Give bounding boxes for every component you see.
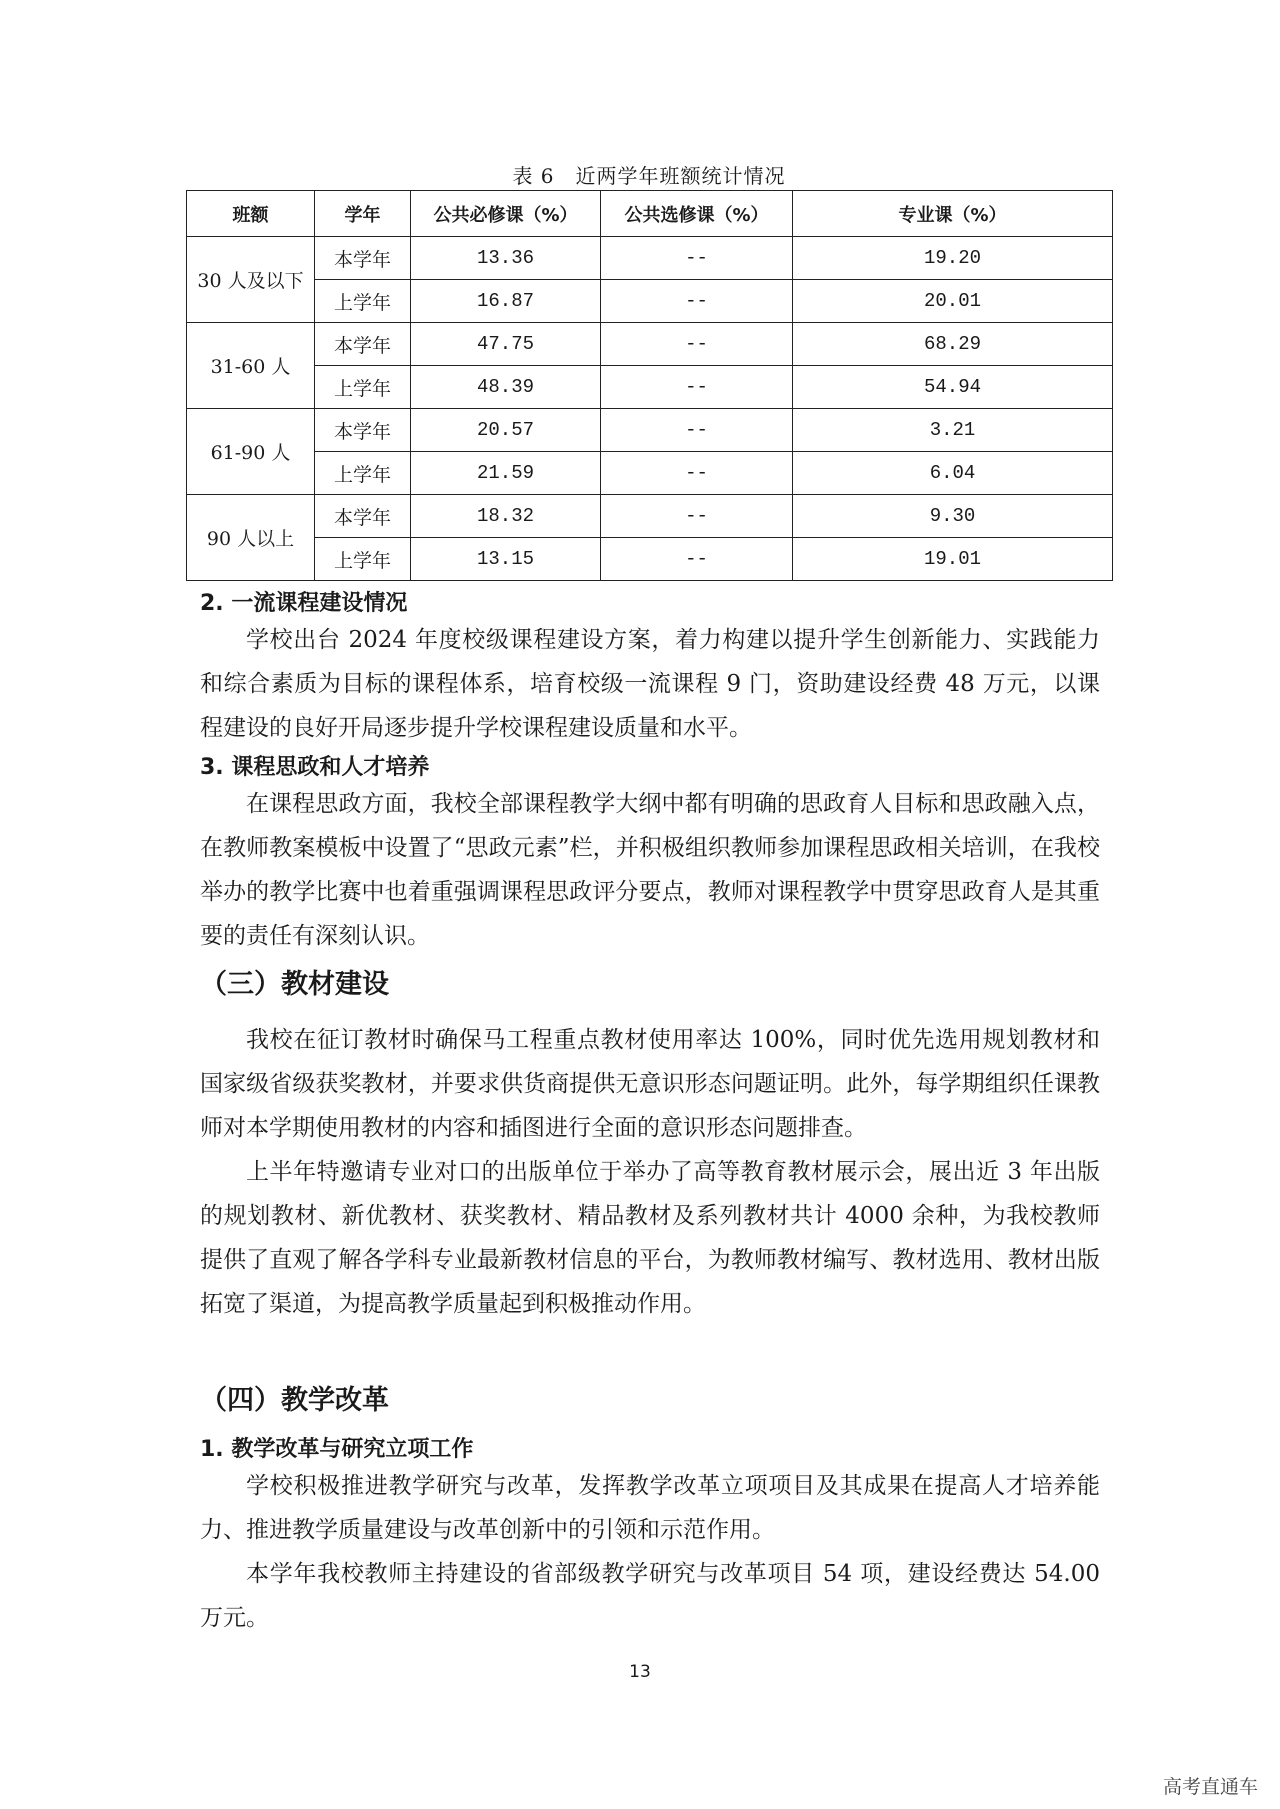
class-size-cell: 61-90 人	[187, 409, 315, 495]
watermark: 高考直通车	[1162, 1776, 1258, 1798]
elective-cell: --	[601, 280, 793, 323]
major-cell: 6.04	[793, 452, 1113, 495]
table-row	[187, 280, 1113, 323]
page-number: 13	[629, 1662, 651, 1682]
paragraph: 学校出台 2024 年度校级课程建设方案，着力构建以提升学生创新能力、实践能力和综合素质为目标的课程体系，培育校级一流课程 9 门，资助建设经费 48 万元，以课程建设的良好开局逐步提升学校课程建设质量和水平。	[200, 627, 1100, 741]
year-cell: 上学年	[315, 280, 411, 323]
major-cell: 54.94	[793, 366, 1113, 409]
required-cell: 13.15	[411, 538, 601, 581]
elective-cell: --	[601, 409, 793, 452]
class-size-cell: 30 人及以下	[187, 237, 315, 323]
year-cell: 上学年	[315, 366, 411, 409]
paragraph: 我校在征订教材时确保马工程重点教材使用率达 100%，同时优先选用规划教材和国家级省级获奖教材，并要求供货商提供无意识形态问题证明。此外，每学期组织任课教师对本学期使用教材的内容和插图进行全面的意识形态问题排查。	[200, 1027, 1100, 1141]
table-row	[187, 237, 1113, 280]
part-3-body	[200, 1018, 1100, 1326]
major-cell: 68.29	[793, 323, 1113, 366]
required-cell: 20.57	[411, 409, 601, 452]
paragraph: 学校积极推进教学研究与改革，发挥教学改革立项项目及其成果在提高人才培养能力、推进教学质量建设与改革创新中的引领和示范作用。	[200, 1473, 1100, 1543]
section-2-body	[200, 618, 1100, 750]
table-row	[187, 366, 1113, 409]
section-3-heading: 3. 课程思政和人才培养	[200, 755, 430, 780]
section-3-body	[200, 782, 1100, 958]
elective-cell: --	[601, 538, 793, 581]
table-row	[187, 495, 1113, 538]
paragraph: 本学年我校教师主持建设的省部级教学研究与改革项目 54 项，建设经费达 54.00 万元。	[200, 1561, 1100, 1631]
major-cell: 20.01	[793, 280, 1113, 323]
required-cell: 16.87	[411, 280, 601, 323]
year-cell: 本学年	[315, 237, 411, 280]
major-cell: 19.20	[793, 237, 1113, 280]
major-cell: 19.01	[793, 538, 1113, 581]
elective-cell: --	[601, 495, 793, 538]
header-year: 学年	[315, 191, 411, 237]
major-cell: 9.30	[793, 495, 1113, 538]
paragraph: 上半年特邀请专业对口的出版单位于举办了高等教育教材展示会，展出近 3 年出版的规划教材、新优教材、获奖教材、精品教材及系列教材共计 4000 余种，为我校教师提供了直观了解各学科专业最新教材信息的平台，为教师教材编写、教材选用、教材出版拓宽了渠道，为提高教学质量起到积极推动作用。	[200, 1159, 1100, 1317]
table-row	[187, 452, 1113, 495]
class-size-cell: 31-60 人	[187, 323, 315, 409]
year-cell: 上学年	[315, 452, 411, 495]
header-major: 专业课（%）	[793, 191, 1113, 237]
required-cell: 13.36	[411, 237, 601, 280]
year-cell: 本学年	[315, 495, 411, 538]
header-required: 公共必修课（%）	[411, 191, 601, 237]
year-cell: 本学年	[315, 323, 411, 366]
table-row	[187, 323, 1113, 366]
class-size-cell: 90 人以上	[187, 495, 315, 581]
elective-cell: --	[601, 366, 793, 409]
header-class-size: 班额	[187, 191, 315, 237]
required-cell: 18.32	[411, 495, 601, 538]
elective-cell: --	[601, 323, 793, 366]
section-2-heading: 2. 一流课程建设情况	[200, 591, 408, 616]
table-caption: 表 6 近两学年班额统计情况	[512, 164, 786, 188]
year-cell: 上学年	[315, 538, 411, 581]
table-header-row	[187, 191, 1113, 237]
header-elective: 公共选修课（%）	[601, 191, 793, 237]
part-4-subheading: 1. 教学改革与研究立项工作	[200, 1437, 474, 1462]
paragraph: 在课程思政方面，我校全部课程教学大纲中都有明确的思政育人目标和思政融入点，在教师教案模板中设置了“思政元素”栏，并积极组织教师参加课程思政相关培训，在我校举办的教学比赛中也着重强调课程思政评分要点，教师对课程教学中贯穿思政育人是其重要的责任有深刻认识。	[200, 791, 1100, 949]
year-cell: 本学年	[315, 409, 411, 452]
elective-cell: --	[601, 452, 793, 495]
part-4-heading: （四）教学改革	[200, 1385, 389, 1416]
elective-cell: --	[601, 237, 793, 280]
required-cell: 21.59	[411, 452, 601, 495]
required-cell: 48.39	[411, 366, 601, 409]
table-row	[187, 538, 1113, 581]
major-cell: 3.21	[793, 409, 1113, 452]
part-4-body	[200, 1464, 1100, 1640]
class-size-table	[186, 190, 1113, 581]
part-3-heading: （三）教材建设	[200, 969, 389, 1000]
required-cell: 47.75	[411, 323, 601, 366]
table-row	[187, 409, 1113, 452]
